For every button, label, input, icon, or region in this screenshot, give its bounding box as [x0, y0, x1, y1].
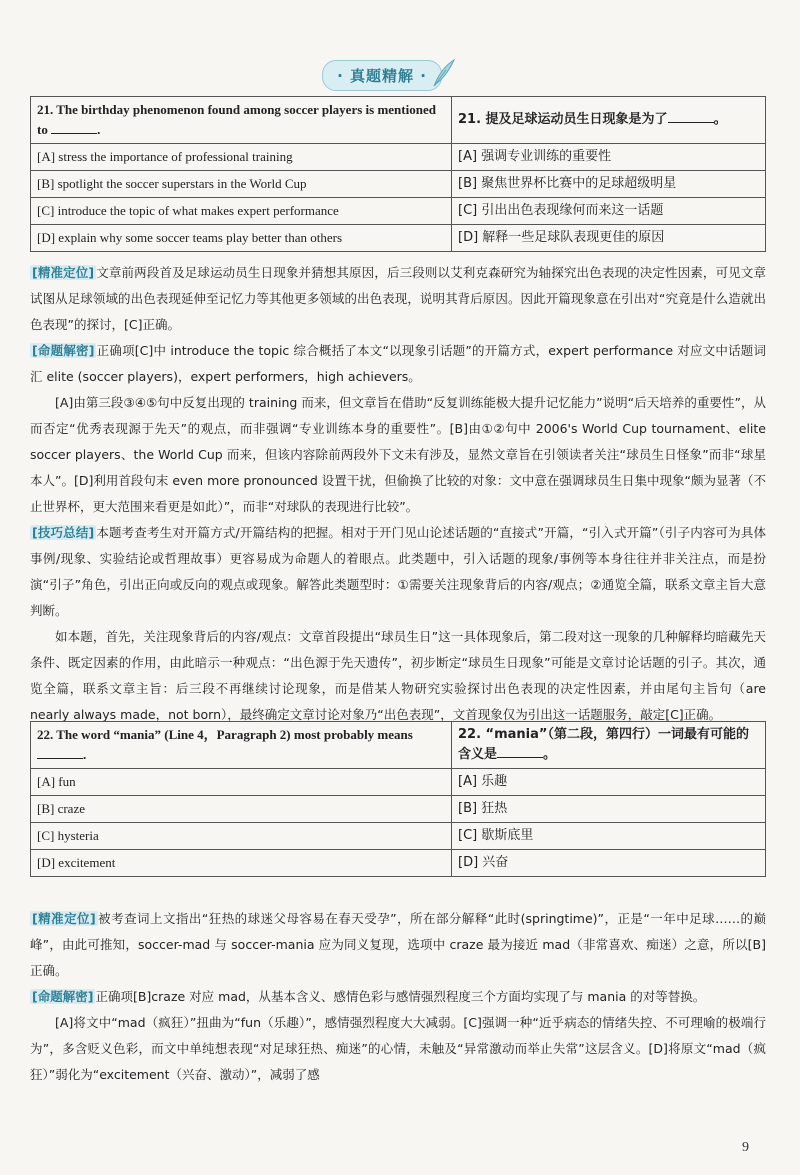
q22-stem-zh: 22. “mania”（第二段，第四行）一词最有可能的含义是 。 [452, 722, 766, 769]
q21-option-a [31, 144, 766, 171]
option-en: [D] explain why some soccer teams play better than others [31, 225, 452, 252]
q21-table [30, 96, 766, 252]
q21-locate-paragraph [30, 260, 766, 338]
q21-option-b [31, 171, 766, 198]
option-en: [A] fun [31, 769, 452, 796]
q22-stem-row [31, 722, 766, 769]
option-zh: [C] 引出出色表现缘何而来这一话题 [452, 198, 766, 225]
q21-stem-row [31, 97, 766, 144]
option-zh: [B] 狂热 [452, 796, 766, 823]
q22-decode-paragraph [30, 984, 766, 1010]
q22-table [30, 721, 766, 877]
option-zh: [C] 歇斯底里 [452, 823, 766, 850]
q22-option-a [31, 769, 766, 796]
q21-decode-paragraph [30, 338, 766, 390]
paragraph-text: 被考查词上文指出“狂热的球迷父母容易在春天受孕”，所在部分解释“此时(springtime)”，正是“一年中足球……的巅峰”，由此可推知，soccer-mad 与 soccer-mania 应为同义复现，选项中 craze 最为接近 mad（非常喜欢、痴迷）之意，所以[B]正确。 [30, 911, 766, 978]
page-number: 9 [742, 1140, 749, 1155]
option-en: [C] introduce the topic of what makes expert performance [31, 198, 452, 225]
option-en: [C] hysteria [31, 823, 452, 850]
option-en: [B] craze [31, 796, 452, 823]
paragraph-text: 正确项[C]中 introduce the topic 综合概括了本文“以现象引话题”的开篇方式，expert performance 对应文中话题词汇 elite (soccer players)，expert performers，high achievers。 [30, 343, 766, 384]
option-zh: [A] 强调专业训练的重要性 [452, 144, 766, 171]
feather-icon [430, 58, 456, 88]
option-en: [B] spotlight the soccer superstars in the World Cup [31, 171, 452, 198]
paragraph-text: 正确项[B]craze 对应 mad，从基本含义、感情色彩与感情强烈程度三个方面均实现了与 mania 的对等替换。 [95, 989, 706, 1004]
paragraph-text: 文章前两段首及足球运动员生日现象并猜想其原因，后三段则以艾利克森研究为轴探究出色表现的决定性因素，可见文章试图从足球领域的出色表现延伸至记忆力等其他更多领域的出色表现，说明其背后原因。因此开篇现象意在引出对“究竟是什么造就出色表现”的探讨，[C]正确。 [30, 265, 766, 332]
q22-locate-paragraph [30, 906, 766, 984]
q21-option-d [31, 225, 766, 252]
option-zh: [D] 兴奋 [452, 850, 766, 877]
q22-option-c [31, 823, 766, 850]
q21-option-c [31, 198, 766, 225]
q22-option-b [31, 796, 766, 823]
paragraph-text: 本题考查考生对开篇方式/开篇结构的把握。相对于开门见山论述话题的“直接式”开篇，“引入式开篇”（引子内容可为具体事例/现象、实验结论或哲理故事）更容易成为命题人的着眼点。此类题中，引入话题的现象/事例等本身往往并非关注点，而是扮演“引子”角色，引出正向或反向的观点或现象。解答此类题型时：①需要关注现象背后的内容/观点；②通览全篇，联系文章主旨大意判断。 [30, 525, 766, 618]
option-en: [D] excitement [31, 850, 452, 877]
tag-decode: [命题解密] [32, 989, 94, 1004]
option-zh: [B] 聚焦世界杯比赛中的足球超级明星 [452, 171, 766, 198]
q21-example-paragraph: 如本题，首先，关注现象背后的内容/观点：文章首段提出“球员生日”这一具体现象后，第二段对这一现象的几种解释均暗藏先天条件、既定因素的作用，由此暗示一种观点：“出色源于先天遗传”，初步断定“球员生日现象”可能是文章讨论话题的引子。其次，通览全篇，联系文章主旨：后三段不再继续讨论现象，而是借某人物研究实验探讨出色表现的决定性因素，并由尾句主旨句（are nearly always made，not born），最终确定文章讨论对象乃“出色表现”，文首现象仅为引出这一话题服务，敲定[C]正确。 [30, 629, 766, 722]
q22-explanation [30, 906, 766, 1088]
q22-stem-en: 22. The word “mania” (Line 4，Paragraph 2) most probably means . [31, 722, 452, 769]
section-title: · 真题精解 · [322, 60, 442, 91]
tag-decode: [命题解密] [32, 343, 95, 358]
q21-distractor-paragraph: [A]由第三段③④⑤句中反复出现的 training 而来，但文章旨在借助“反复训练能极大提升记忆能力”说明“后天培养的重要性”，从而否定“优秀表现源于先天”的观点，而非强调“专业训练本身的重要性”。[B]由①②句中 2006's World Cup tournament、elite soccer players、the World Cup 而来，但该内容除前两段外下文未有涉及，显然文章旨在引领读者关注“球员生日怪象”而非“球星本人”。[D]利用首段句末 even more pronounced 设置干扰，但偷换了比较的对象：文中意在强调球员生日集中现象“颇为显著（不止世界杯，更大范围来看更是如此）”，而非“对球队的表现进行比较”。 [30, 395, 766, 514]
q22-option-d [31, 850, 766, 877]
q21-stem-zh: 21. 提及足球运动员生日现象是为了 。 [452, 97, 766, 144]
tag-locate: [精准定位] [32, 911, 96, 926]
option-zh: [D] 解释一些足球队表现更佳的原因 [452, 225, 766, 252]
option-zh: [A] 乐趣 [452, 769, 766, 796]
tag-locate: [精准定位] [32, 265, 95, 280]
option-en: [A] stress the importance of professional training [31, 144, 452, 171]
q21-tips-paragraph [30, 520, 766, 624]
tag-tips: [技巧总结] [32, 525, 95, 540]
q21-stem-en: 21. The birthday phenomenon found among soccer players is mentioned to . [31, 97, 452, 144]
q22-distractor-paragraph: [A]将文中“mad（疯狂）”扭曲为“fun（乐趣）”，感情强烈程度大大减弱。[C]强调一种“近乎病态的情绪失控、不可理喻的极端行为”，多含贬义色彩，而文中单纯想表现“对足球狂热、痴迷”的心情，未触及“异常激动而举止失常”这层含义。[D]将原文“mad（疯狂）”弱化为“excitement（兴奋、激动）”，减弱了感 [30, 1015, 766, 1082]
q21-explanation [30, 260, 766, 728]
